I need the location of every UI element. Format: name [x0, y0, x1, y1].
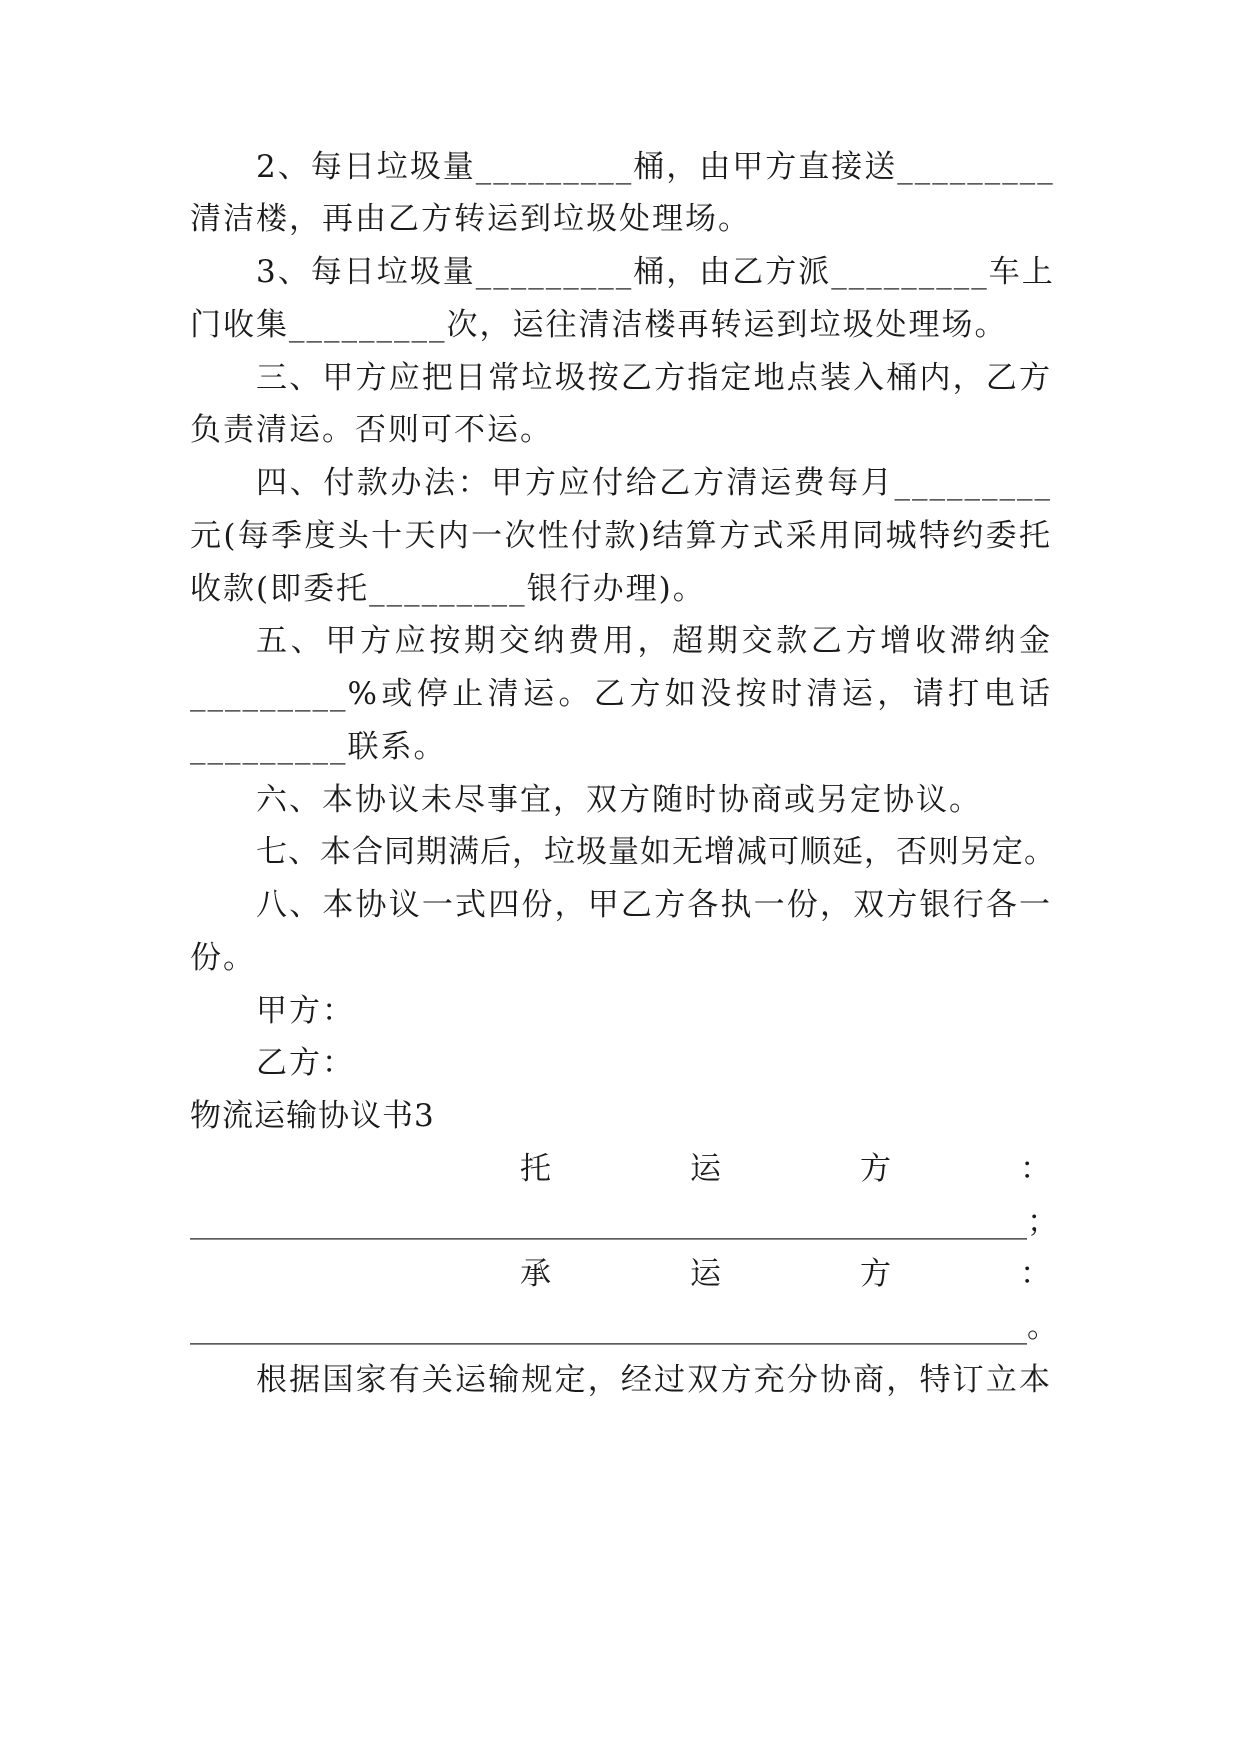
section-title: 物流运输协议书3 [190, 1098, 435, 1134]
clause-five-line-1: 五、甲方应按期交纳费用，超期交款乙方增收滞纳金 [256, 623, 1052, 659]
shipper-label-row [190, 1140, 1052, 1198]
carrier-label-row [190, 1245, 1052, 1303]
clause-eight-line-1: 八、本协议一式四份，甲乙方各执一份，双方银行各一 [256, 887, 1052, 923]
carrier-char-3: 方 [860, 1256, 891, 1292]
shipper-blank: ______________________________________________________； [190, 1204, 1058, 1240]
clause-five-line-3: _________联系。 [190, 729, 447, 765]
clause-four-line-2: 元(每季度头十天内一次性付款)结算方式采用同城特约委托 [190, 518, 1052, 554]
carrier-blank: ______________________________________________________。 [190, 1309, 1058, 1345]
clause-2-line-1: 2、每日垃圾量_________桶，由甲方直接送_________ [256, 149, 1055, 185]
carrier-char-2: 运 [690, 1256, 721, 1292]
clause-seven: 七、本合同期满后，垃圾量如无增减可顺延，否则另定。 [256, 834, 1056, 870]
clause-3-line-1: 3、每日垃圾量_________桶，由乙方派_________车上 [256, 254, 1055, 290]
clause-3-line-2: 门收集_________次，运往清洁楼再转运到垃圾处理场。 [190, 307, 1008, 343]
clause-three-line-2: 负责清运。否则可不运。 [190, 412, 553, 448]
clause-2-line-2: 清洁楼，再由乙方转运到垃圾处理场。 [190, 201, 751, 237]
clause-six: 六、本协议未尽事宜，双方随时协商或另定协议。 [256, 782, 982, 818]
shipper-colon: ： [1020, 1151, 1051, 1187]
party-b-label: 乙方： [256, 1045, 355, 1081]
carrier-colon: ： [1020, 1256, 1051, 1292]
clause-eight-line-2: 份。 [190, 940, 256, 976]
shipper-char-1: 托 [520, 1151, 551, 1187]
shipper-char-3: 方 [860, 1151, 891, 1187]
party-a-label: 甲方： [256, 993, 355, 1029]
clause-four-line-3: 收款(即委托_________银行办理)。 [190, 571, 706, 607]
carrier-char-1: 承 [520, 1256, 551, 1292]
clause-five-line-2: _________%或停止清运。乙方如没按时清运，请打电话 [190, 676, 1052, 712]
shipper-char-2: 运 [690, 1151, 721, 1187]
clause-four-line-1: 四、付款办法：甲方应付给乙方清运费每月_________ [256, 465, 1052, 501]
intro-paragraph-line-1: 根据国家有关运输规定，经过双方充分协商，特订立本 [256, 1362, 1052, 1398]
clause-three-line-1: 三、甲方应把日常垃圾按乙方指定地点装入桶内，乙方 [256, 360, 1052, 396]
